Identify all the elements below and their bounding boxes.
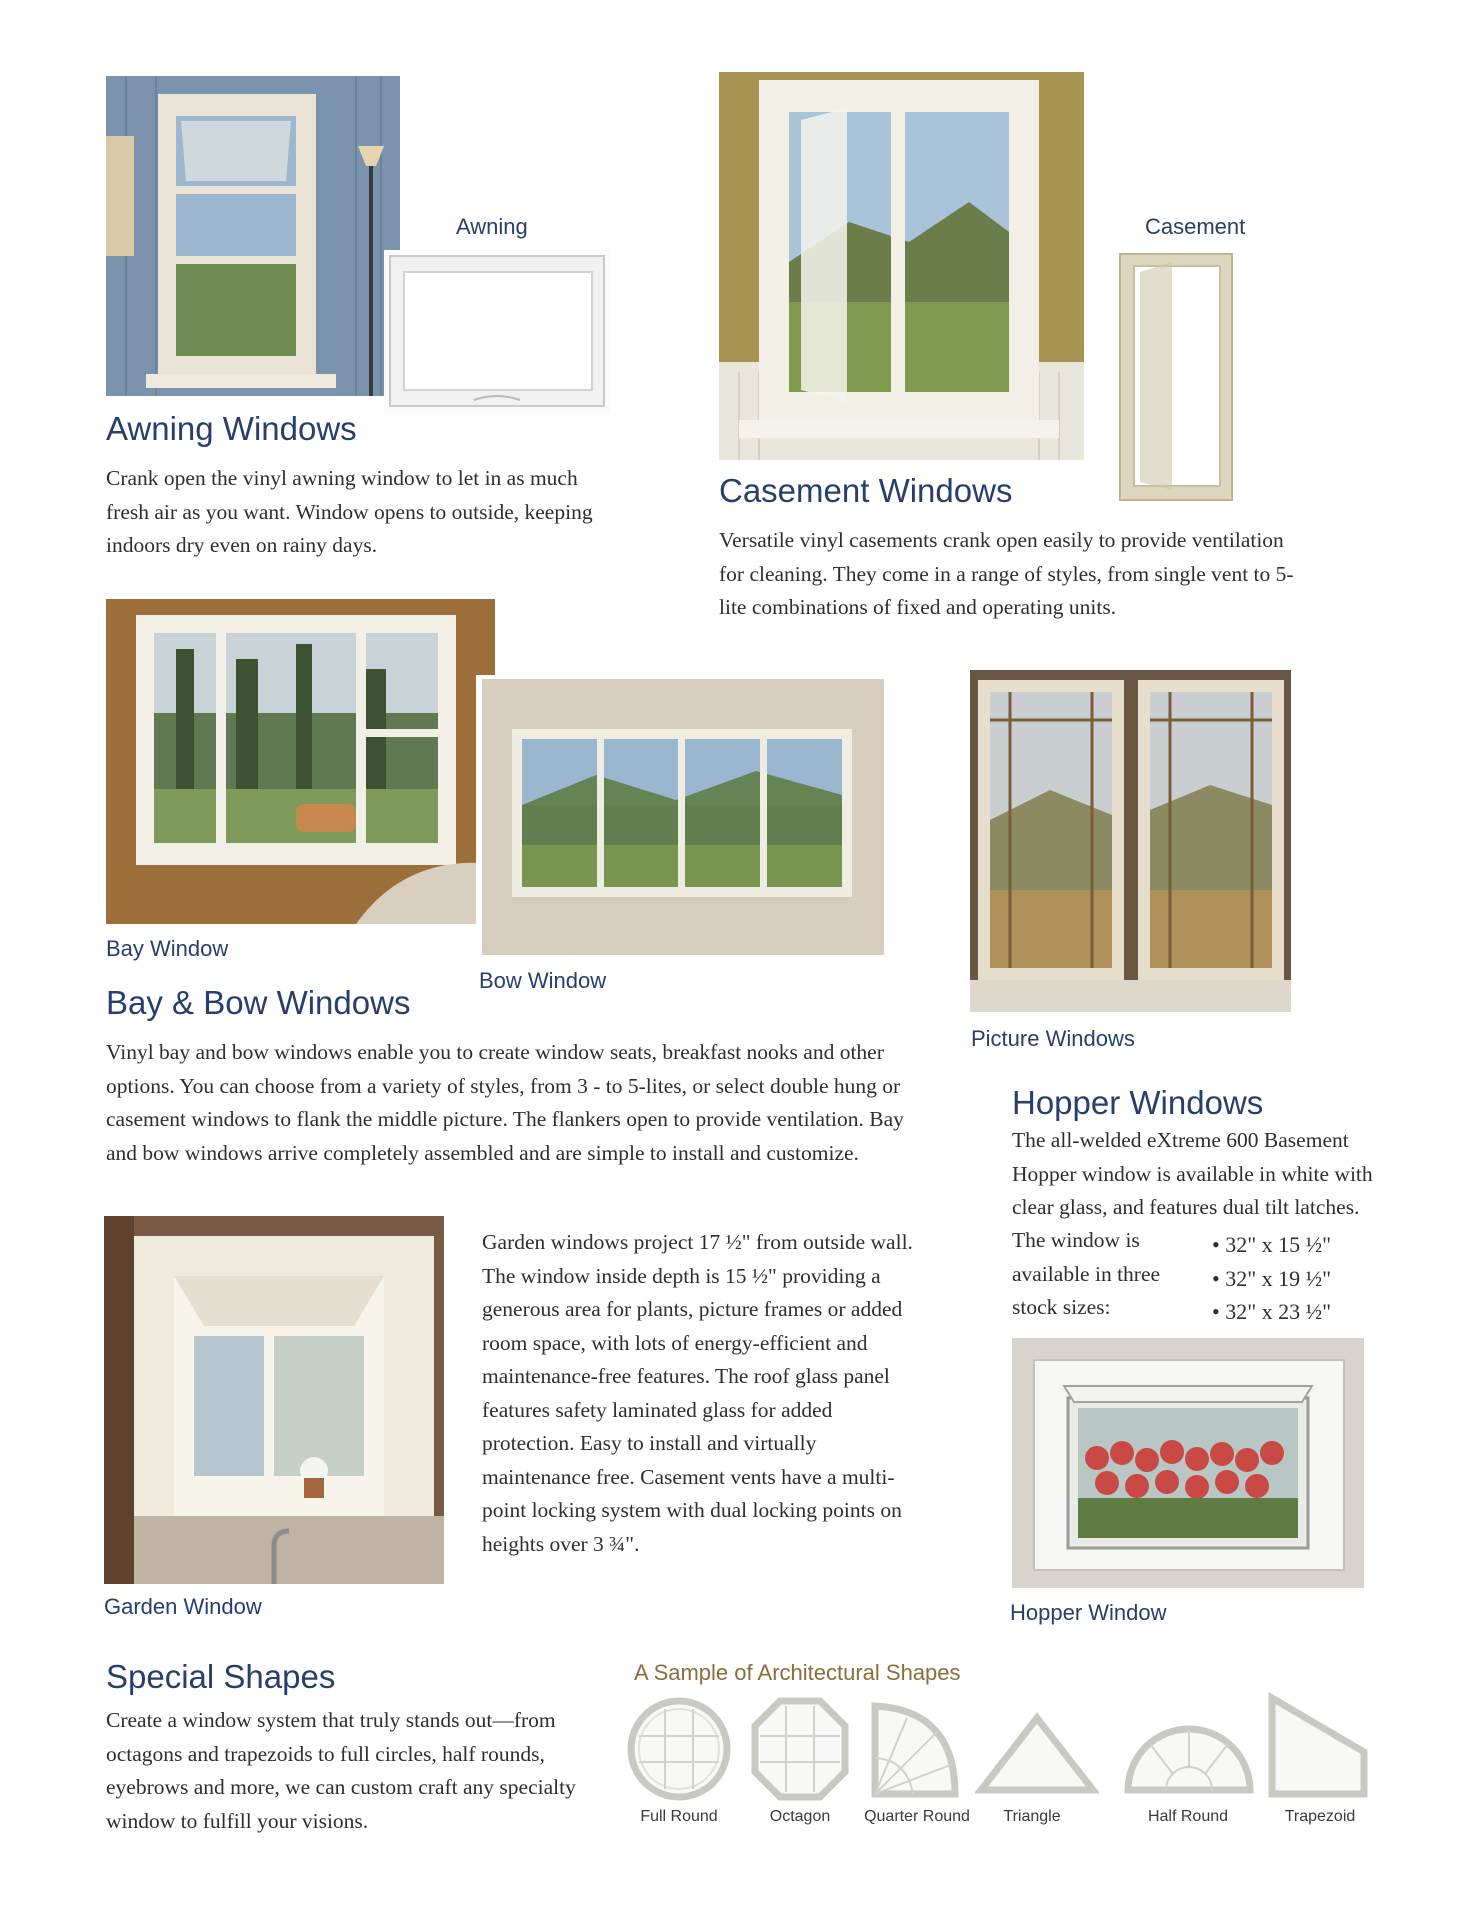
bay-bow-heading: Bay & Bow Windows: [106, 984, 411, 1021]
awning-caption: Awning: [456, 214, 528, 239]
special-shapes-heading: Special Shapes: [106, 1658, 336, 1695]
quarter-round-shape: [867, 1698, 961, 1802]
half-round-label: Half Round: [1147, 1808, 1229, 1825]
triangle-label: Triangle: [1003, 1808, 1061, 1825]
triangle-shape: [975, 1710, 1099, 1796]
hopper-heading: Hopper Windows: [1012, 1084, 1264, 1121]
shapes-sample-title: A Sample of Architectural Shapes: [634, 1660, 961, 1685]
awning-heading: Awning Windows: [106, 410, 357, 447]
casement-body: Versatile vinyl casements crank open easily to provide ventilation for cleaning. They come in a range of styles, from single vent to 5-lite combinations of fixed and operating units.: [719, 528, 1294, 619]
casement-window-photo: [1116, 250, 1260, 502]
octagon-shape: [750, 1696, 850, 1802]
bay-window-photo: [106, 599, 495, 924]
hopper-sizes-intro: The window is available in three stock sizes:: [1012, 1228, 1161, 1319]
hopper-size-item: • 32" x 19 ½": [1212, 1265, 1332, 1291]
hopper-window-caption: Hopper Window: [1010, 1600, 1167, 1625]
full-round-shape: [627, 1694, 731, 1804]
garden-window-photo: [104, 1216, 444, 1584]
hopper-sizes-list: [1212, 1228, 1331, 1329]
bay-bow-body: Vinyl bay and bow windows enable you to create window seats, breakfast nooks and other options. You can choose from a variety of styles, from 3 - to 5-lites, or select double hung or casement windows to flank the middle picture. The flankers open to provide ventilation. Bay and bow windows arrive completely assembled and are simple to install and customize.: [106, 1040, 904, 1165]
garden-window-caption: Garden Window: [104, 1594, 262, 1619]
quarter-round-label: Quarter Round: [864, 1808, 970, 1825]
hopper-size-item: • 32" x 23 ½": [1212, 1299, 1332, 1324]
trapezoid-label: Trapezoid: [1284, 1808, 1356, 1825]
hopper-body: The all-welded eXtreme 600 Basement Hopper window is available in white with clear glass, and features dual tilt latches.: [1012, 1128, 1373, 1219]
bow-window-photo: [476, 675, 884, 955]
awning-body: Crank open the vinyl awning window to let in as much fresh air as you want. Window opens to outside, keeping indoors dry even on rainy days.: [106, 466, 593, 557]
octagon-label: Octagon: [769, 1808, 831, 1825]
awning-room-photo: [106, 76, 400, 396]
half-round-shape: [1122, 1716, 1256, 1796]
picture-windows-caption: Picture Windows: [971, 1026, 1135, 1051]
garden-body: Garden windows project 17 ½" from outside wall. The window inside depth is 15 ½" providing a generous area for plants, picture frames or added room space, with lots of energy-efficient and maintenance-free features. The roof glass panel features safety laminated glass for added protection. Easy to install and virtually maintenance free. Casement vents have a multi-point locking system with dual locking points on heights over 3 ¾".: [482, 1230, 913, 1556]
hopper-size-item: • 32" x 15 ½": [1212, 1232, 1332, 1257]
casement-caption: Casement: [1145, 214, 1246, 239]
bay-window-caption: Bay Window: [106, 936, 229, 961]
picture-windows-photo: [970, 670, 1291, 1012]
casement-heading: Casement Windows: [719, 472, 1013, 509]
special-shapes-body: Create a window system that truly stands out—from octagons and trapezoids to full circles, half rounds, eyebrows and more, we can custom craft any specialty window to fulfill your visions.: [106, 1708, 576, 1833]
bow-window-caption: Bow Window: [479, 968, 607, 993]
full-round-label: Full Round: [640, 1808, 718, 1825]
casement-room-photo: [719, 72, 1084, 460]
trapezoid-shape: [1264, 1690, 1372, 1802]
awning-window-photo: [384, 250, 610, 413]
hopper-window-photo: [1012, 1338, 1364, 1588]
